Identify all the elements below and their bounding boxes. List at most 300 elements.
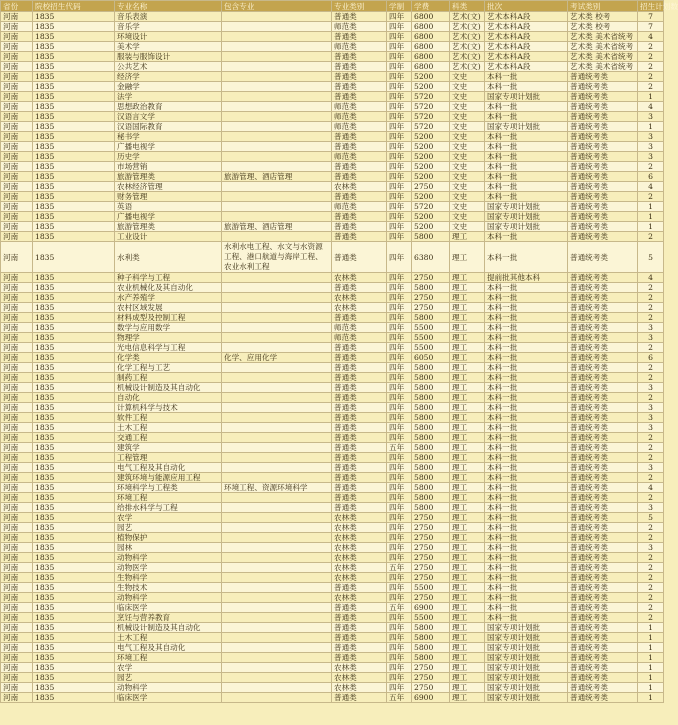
cell-plan-count: 2 [638, 192, 664, 202]
header-batch: 批次 [485, 1, 568, 12]
cell-duration: 四年 [387, 162, 412, 172]
cell-included-majors [222, 653, 332, 663]
cell-included-majors [222, 192, 332, 202]
cell-batch: 本科一批 [485, 152, 568, 162]
cell-school-code: 1835 [33, 132, 115, 142]
cell-included-majors [222, 232, 332, 242]
table-row [1, 523, 664, 533]
cell-province: 河南 [1, 453, 33, 463]
cell-included-majors [222, 373, 332, 383]
cell-school-code: 1835 [33, 373, 115, 383]
cell-major-name: 秘书学 [115, 132, 222, 142]
cell-subject-type: 理工 [450, 313, 485, 323]
cell-tuition: 5200 [412, 82, 450, 92]
cell-exam-type: 艺术类 美术省统考 [568, 62, 638, 72]
cell-plan-count: 2 [638, 393, 664, 403]
table-row [1, 393, 664, 403]
cell-school-code: 1835 [33, 242, 115, 273]
cell-exam-type: 普通统考类 [568, 293, 638, 303]
cell-plan-count: 2 [638, 303, 664, 313]
cell-province: 河南 [1, 473, 33, 483]
cell-subject-type: 文史 [450, 102, 485, 112]
cell-exam-type: 普通统考类 [568, 162, 638, 172]
cell-tuition: 2750 [412, 293, 450, 303]
cell-subject-type: 文史 [450, 182, 485, 192]
cell-tuition: 5800 [412, 413, 450, 423]
cell-tuition: 2750 [412, 273, 450, 283]
cell-major-name: 美术学 [115, 42, 222, 52]
cell-included-majors [222, 553, 332, 563]
cell-included-majors [222, 403, 332, 413]
cell-province: 河南 [1, 493, 33, 503]
cell-duration: 四年 [387, 122, 412, 132]
cell-included-majors [222, 363, 332, 373]
cell-school-code: 1835 [33, 12, 115, 22]
cell-major-category: 师范类 [332, 333, 387, 343]
cell-included-majors [222, 273, 332, 283]
cell-duration: 四年 [387, 52, 412, 62]
cell-duration: 四年 [387, 172, 412, 182]
cell-batch: 国家专项计划批 [485, 202, 568, 212]
cell-tuition: 2750 [412, 573, 450, 583]
cell-major-category: 普通类 [332, 633, 387, 643]
cell-tuition: 6800 [412, 52, 450, 62]
table-row [1, 653, 664, 663]
table-row [1, 313, 664, 323]
table-row [1, 513, 664, 523]
cell-duration: 四年 [387, 423, 412, 433]
cell-major-name: 园艺 [115, 523, 222, 533]
cell-major-category: 普通类 [332, 583, 387, 593]
cell-plan-count: 6 [638, 172, 664, 182]
cell-batch: 本科一批 [485, 102, 568, 112]
table-row [1, 433, 664, 443]
cell-included-majors [222, 543, 332, 553]
cell-major-category: 普通类 [332, 413, 387, 423]
cell-batch: 本科一批 [485, 483, 568, 493]
cell-subject-type: 艺术(文) [450, 32, 485, 42]
table-row [1, 563, 664, 573]
cell-major-name: 电气工程及其自动化 [115, 643, 222, 653]
cell-plan-count: 2 [638, 52, 664, 62]
cell-major-category: 普通类 [332, 503, 387, 513]
cell-major-name: 机械设计制造及其自动化 [115, 383, 222, 393]
cell-major-name: 动物科学 [115, 683, 222, 693]
cell-plan-count: 2 [638, 363, 664, 373]
table-row [1, 52, 664, 62]
cell-tuition: 2750 [412, 533, 450, 543]
cell-province: 河南 [1, 273, 33, 283]
cell-school-code: 1835 [33, 343, 115, 353]
cell-subject-type: 理工 [450, 283, 485, 293]
cell-included-majors [222, 413, 332, 423]
cell-tuition: 5200 [412, 132, 450, 142]
cell-subject-type: 理工 [450, 303, 485, 313]
cell-batch: 本科一批 [485, 132, 568, 142]
cell-included-majors [222, 142, 332, 152]
cell-included-majors [222, 152, 332, 162]
cell-major-name: 园艺 [115, 673, 222, 683]
cell-duration: 五年 [387, 693, 412, 703]
cell-plan-count: 3 [638, 423, 664, 433]
cell-included-majors [222, 423, 332, 433]
cell-batch: 提前批其他本科 [485, 273, 568, 283]
cell-batch: 本科一批 [485, 323, 568, 333]
cell-duration: 四年 [387, 483, 412, 493]
cell-major-name: 环境设计 [115, 32, 222, 42]
cell-duration: 四年 [387, 92, 412, 102]
cell-tuition: 6900 [412, 693, 450, 703]
cell-school-code: 1835 [33, 533, 115, 543]
table-row [1, 363, 664, 373]
cell-exam-type: 普通统考类 [568, 653, 638, 663]
cell-major-name: 烹饪与营养教育 [115, 613, 222, 623]
cell-plan-count: 1 [638, 212, 664, 222]
table-row [1, 202, 664, 212]
cell-subject-type: 理工 [450, 543, 485, 553]
cell-batch: 本科一批 [485, 162, 568, 172]
cell-major-category: 普通类 [332, 443, 387, 453]
cell-major-category: 农林类 [332, 293, 387, 303]
cell-school-code: 1835 [33, 433, 115, 443]
cell-duration: 四年 [387, 293, 412, 303]
cell-plan-count: 1 [638, 643, 664, 653]
cell-exam-type: 普通统考类 [568, 72, 638, 82]
cell-major-name: 电气工程及其自动化 [115, 463, 222, 473]
cell-exam-type: 普通统考类 [568, 513, 638, 523]
cell-major-category: 普通类 [332, 483, 387, 493]
cell-duration: 四年 [387, 32, 412, 42]
cell-plan-count: 1 [638, 92, 664, 102]
cell-province: 河南 [1, 403, 33, 413]
cell-exam-type: 普通统考类 [568, 483, 638, 493]
cell-major-name: 汉语言文学 [115, 112, 222, 122]
cell-exam-type: 艺术类 美术省统考 [568, 52, 638, 62]
cell-tuition: 6800 [412, 32, 450, 42]
cell-major-category: 农林类 [332, 563, 387, 573]
cell-included-majors [222, 493, 332, 503]
cell-major-name: 音乐表演 [115, 12, 222, 22]
cell-major-name: 园林 [115, 543, 222, 553]
cell-included-majors [222, 643, 332, 653]
cell-exam-type: 艺术类 美术省统考 [568, 32, 638, 42]
cell-major-name: 经济学 [115, 72, 222, 82]
cell-province: 河南 [1, 242, 33, 273]
cell-subject-type: 理工 [450, 633, 485, 643]
cell-major-category: 农林类 [332, 523, 387, 533]
cell-plan-count: 3 [638, 413, 664, 423]
cell-tuition: 5800 [412, 503, 450, 513]
cell-plan-count: 2 [638, 473, 664, 483]
cell-exam-type: 普通统考类 [568, 333, 638, 343]
cell-major-name: 农学 [115, 663, 222, 673]
cell-exam-type: 普通统考类 [568, 533, 638, 543]
cell-plan-count: 2 [638, 523, 664, 533]
cell-plan-count: 2 [638, 82, 664, 92]
table-body [1, 12, 664, 703]
cell-major-name: 金融学 [115, 82, 222, 92]
header-exam-type: 考试类别 [568, 1, 638, 12]
cell-included-majors [222, 22, 332, 32]
table-row [1, 353, 664, 363]
cell-included-majors [222, 383, 332, 393]
table-row [1, 162, 664, 172]
cell-major-name: 临床医学 [115, 693, 222, 703]
cell-province: 河南 [1, 152, 33, 162]
header-major-category: 专业类别 [332, 1, 387, 12]
cell-plan-count: 2 [638, 563, 664, 573]
cell-included-majors [222, 132, 332, 142]
cell-major-category: 普通类 [332, 172, 387, 182]
cell-school-code: 1835 [33, 232, 115, 242]
cell-major-category: 普通类 [332, 383, 387, 393]
cell-school-code: 1835 [33, 513, 115, 523]
table-row [1, 543, 664, 553]
cell-tuition: 6050 [412, 353, 450, 363]
cell-batch: 本科一批 [485, 82, 568, 92]
cell-school-code: 1835 [33, 152, 115, 162]
cell-batch: 本科一批 [485, 613, 568, 623]
cell-subject-type: 文史 [450, 172, 485, 182]
cell-major-category: 师范类 [332, 22, 387, 32]
cell-tuition: 5800 [412, 493, 450, 503]
cell-exam-type: 普通统考类 [568, 573, 638, 583]
cell-major-name: 市场营销 [115, 162, 222, 172]
cell-major-category: 师范类 [332, 202, 387, 212]
cell-batch: 本科一批 [485, 303, 568, 313]
cell-batch: 国家专项计划批 [485, 623, 568, 633]
cell-included-majors [222, 323, 332, 333]
cell-exam-type: 普通统考类 [568, 242, 638, 273]
cell-school-code: 1835 [33, 413, 115, 423]
cell-duration: 四年 [387, 12, 412, 22]
cell-province: 河南 [1, 52, 33, 62]
cell-tuition: 5800 [412, 463, 450, 473]
cell-subject-type: 理工 [450, 533, 485, 543]
cell-included-majors: 水利水电工程、水文与水资源工程、港口航道与海岸工程、农业水利工程 [222, 242, 332, 273]
table-row [1, 503, 664, 513]
cell-batch: 艺术本科A段 [485, 52, 568, 62]
cell-tuition: 5200 [412, 212, 450, 222]
cell-duration: 四年 [387, 553, 412, 563]
cell-subject-type: 艺术(文) [450, 42, 485, 52]
cell-tuition: 5800 [412, 623, 450, 633]
cell-school-code: 1835 [33, 673, 115, 683]
cell-subject-type: 理工 [450, 363, 485, 373]
cell-subject-type: 理工 [450, 403, 485, 413]
cell-plan-count: 3 [638, 403, 664, 413]
cell-major-category: 普通类 [332, 653, 387, 663]
cell-batch: 本科一批 [485, 182, 568, 192]
table-row [1, 303, 664, 313]
cell-school-code: 1835 [33, 313, 115, 323]
cell-duration: 四年 [387, 182, 412, 192]
cell-school-code: 1835 [33, 443, 115, 453]
cell-subject-type: 文史 [450, 192, 485, 202]
cell-duration: 四年 [387, 493, 412, 503]
cell-plan-count: 2 [638, 343, 664, 353]
cell-included-majors [222, 433, 332, 443]
cell-duration: 五年 [387, 603, 412, 613]
cell-school-code: 1835 [33, 182, 115, 192]
cell-subject-type: 理工 [450, 583, 485, 593]
cell-major-name: 数学与应用数学 [115, 323, 222, 333]
cell-included-majors [222, 453, 332, 463]
table-row [1, 112, 664, 122]
cell-plan-count: 2 [638, 42, 664, 52]
cell-duration: 四年 [387, 613, 412, 623]
cell-batch: 国家专项计划批 [485, 122, 568, 132]
cell-subject-type: 理工 [450, 242, 485, 273]
cell-plan-count: 7 [638, 22, 664, 32]
cell-major-name: 生物技术 [115, 583, 222, 593]
cell-major-name: 英语 [115, 202, 222, 212]
cell-subject-type: 文史 [450, 222, 485, 232]
cell-major-category: 农林类 [332, 683, 387, 693]
cell-duration: 四年 [387, 573, 412, 583]
cell-school-code: 1835 [33, 493, 115, 503]
cell-duration: 四年 [387, 403, 412, 413]
cell-batch: 本科一批 [485, 333, 568, 343]
cell-province: 河南 [1, 313, 33, 323]
cell-province: 河南 [1, 413, 33, 423]
cell-exam-type: 普通统考类 [568, 102, 638, 112]
cell-major-category: 普通类 [332, 603, 387, 613]
cell-major-name: 化学类 [115, 353, 222, 363]
cell-subject-type: 理工 [450, 693, 485, 703]
cell-duration: 四年 [387, 523, 412, 533]
cell-major-name: 土木工程 [115, 423, 222, 433]
table-row [1, 62, 664, 72]
cell-school-code: 1835 [33, 593, 115, 603]
cell-province: 河南 [1, 102, 33, 112]
cell-plan-count: 4 [638, 182, 664, 192]
cell-batch: 国家专项计划批 [485, 643, 568, 653]
cell-duration: 四年 [387, 22, 412, 32]
table-row [1, 182, 664, 192]
cell-province: 河南 [1, 212, 33, 222]
cell-duration: 四年 [387, 202, 412, 212]
cell-exam-type: 普通统考类 [568, 363, 638, 373]
table-row [1, 42, 664, 52]
cell-subject-type: 理工 [450, 353, 485, 363]
cell-major-category: 普通类 [332, 232, 387, 242]
cell-major-category: 普通类 [332, 82, 387, 92]
cell-major-category: 普通类 [332, 623, 387, 633]
cell-batch: 本科一批 [485, 72, 568, 82]
cell-duration: 四年 [387, 333, 412, 343]
cell-province: 河南 [1, 22, 33, 32]
cell-plan-count: 2 [638, 553, 664, 563]
cell-school-code: 1835 [33, 543, 115, 553]
cell-province: 河南 [1, 433, 33, 443]
cell-province: 河南 [1, 553, 33, 563]
cell-exam-type: 普通统考类 [568, 493, 638, 503]
cell-exam-type: 普通统考类 [568, 212, 638, 222]
cell-major-name: 建筑学 [115, 443, 222, 453]
table-row [1, 333, 664, 343]
cell-province: 河南 [1, 633, 33, 643]
cell-included-majors [222, 613, 332, 623]
cell-major-name: 音乐学 [115, 22, 222, 32]
cell-exam-type: 普通统考类 [568, 383, 638, 393]
cell-subject-type: 艺术(文) [450, 12, 485, 22]
table-row [1, 493, 664, 503]
header-plan-count: 招生计划数 [638, 1, 664, 12]
header-major-name: 专业名称 [115, 1, 222, 12]
cell-school-code: 1835 [33, 323, 115, 333]
cell-school-code: 1835 [33, 162, 115, 172]
cell-included-majors: 化学、应用化学 [222, 353, 332, 363]
cell-major-category: 普通类 [332, 212, 387, 222]
cell-plan-count: 2 [638, 283, 664, 293]
cell-exam-type: 普通统考类 [568, 222, 638, 232]
cell-major-category: 普通类 [332, 403, 387, 413]
cell-included-majors [222, 513, 332, 523]
cell-batch: 本科一批 [485, 463, 568, 473]
cell-included-majors [222, 473, 332, 483]
cell-batch: 国家专项计划批 [485, 633, 568, 643]
cell-included-majors [222, 12, 332, 22]
cell-duration: 四年 [387, 142, 412, 152]
cell-exam-type: 普通统考类 [568, 303, 638, 313]
cell-batch: 本科一批 [485, 142, 568, 152]
cell-major-name: 工业设计 [115, 232, 222, 242]
cell-exam-type: 普通统考类 [568, 202, 638, 212]
cell-included-majors [222, 62, 332, 72]
cell-major-name: 广播电视学 [115, 212, 222, 222]
cell-subject-type: 理工 [450, 493, 485, 503]
cell-subject-type: 文史 [450, 202, 485, 212]
cell-tuition: 5800 [412, 393, 450, 403]
cell-tuition: 5720 [412, 122, 450, 132]
cell-subject-type: 理工 [450, 393, 485, 403]
cell-major-name: 动物医学 [115, 563, 222, 573]
cell-school-code: 1835 [33, 693, 115, 703]
header-province: 省份 [1, 1, 33, 12]
cell-exam-type: 普通统考类 [568, 603, 638, 613]
cell-duration: 五年 [387, 563, 412, 573]
cell-major-name: 环境工程 [115, 493, 222, 503]
cell-province: 河南 [1, 523, 33, 533]
cell-batch: 本科一批 [485, 353, 568, 363]
cell-major-category: 师范类 [332, 102, 387, 112]
cell-plan-count: 1 [638, 683, 664, 693]
cell-province: 河南 [1, 363, 33, 373]
cell-major-category: 普通类 [332, 132, 387, 142]
cell-exam-type: 普通统考类 [568, 693, 638, 703]
cell-subject-type: 文史 [450, 142, 485, 152]
cell-batch: 国家专项计划批 [485, 693, 568, 703]
cell-duration: 四年 [387, 513, 412, 523]
cell-province: 河南 [1, 112, 33, 122]
cell-province: 河南 [1, 293, 33, 303]
cell-included-majors: 旅游管理、酒店管理 [222, 172, 332, 182]
cell-exam-type: 普通统考类 [568, 152, 638, 162]
cell-batch: 本科一批 [485, 172, 568, 182]
cell-exam-type: 普通统考类 [568, 663, 638, 673]
cell-duration: 四年 [387, 212, 412, 222]
cell-plan-count: 5 [638, 513, 664, 523]
cell-included-majors [222, 162, 332, 172]
table-row [1, 553, 664, 563]
cell-batch: 本科一批 [485, 112, 568, 122]
cell-subject-type: 理工 [450, 653, 485, 663]
cell-plan-count: 2 [638, 613, 664, 623]
cell-duration: 五年 [387, 443, 412, 453]
cell-tuition: 2750 [412, 513, 450, 523]
cell-batch: 本科一批 [485, 473, 568, 483]
